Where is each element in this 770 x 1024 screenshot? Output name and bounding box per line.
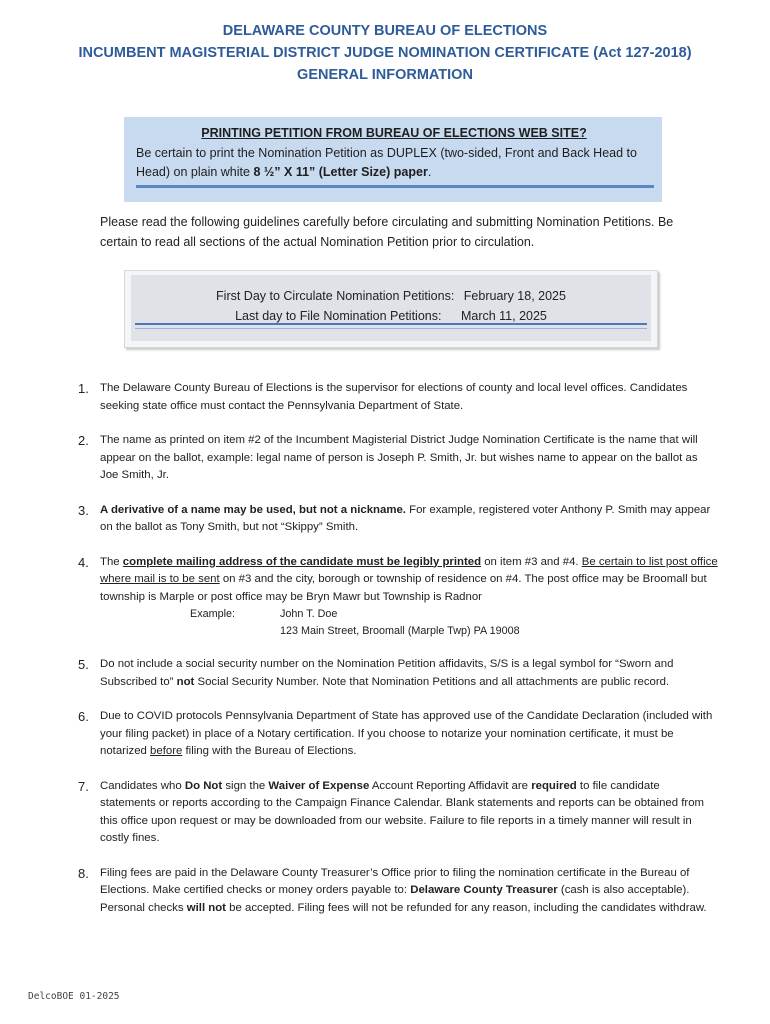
header-agency: DELAWARE COUNTY BUREAU OF ELECTIONS [222, 23, 548, 39]
footer-form-id: DelcoBOE 01-2025 [28, 991, 120, 1002]
list-item: 7. Candidates who Do Not sign the Waiver of Expense Account Reporting Affidavit are required to file candidate statements or reports according to the Campaign Finance Calendar. Blank statements and reports can be obtained from this office upon request or may be downloaded from our website. Failure to file reports in a timely manner will result in costly fines. [78, 778, 705, 844]
guidelines-list [78, 380, 718, 917]
printing-notice-box [124, 117, 662, 202]
list-item: 1. The Delaware County Bureau of Elections is the supervisor for elections of county and local level offices. Candidates seeking state office must contact the Pennsylvania Department of State. [78, 381, 688, 412]
notice-divider [136, 185, 654, 188]
first-day-row [131, 287, 651, 307]
dates-divider [135, 323, 647, 329]
intro-paragraph: Please read the following guidelines carefully before circulating and submitting Nomination Petitions. Be certain to read all sections of the actual Nomination Petition prior to circulation. [100, 215, 674, 249]
last-day-label: Last day to File Nomination Petitions: [235, 308, 442, 323]
list-item: 2. The name as printed on item #2 of the Incumbent Magisterial District Judge Nomination Certificate is the name that will appear on the ballot, example: legal name of person is Joseph P. Smith, Jr. but wishes name to appear on the ballot as Joe Smith, Jr. [78, 433, 698, 481]
list-item: 4. The complete mailing address of the candidate must be legibly printed on item #3 and #4. Be certain to list post office where mail is to be sent on #3 and the city, borough or township of residence on #4. The post office may be Broomall but township is Marple or post office may be Bryn Mawr but Township is Radnor Example: John T. Doe 123 Main Street, Broomall (Marple Twp) PA 19008 [78, 554, 718, 641]
list-item: 6. Due to COVID protocols Pennsylvania Department of State has approved use of the Candidate Declaration (included with your filing packet) in place of a Notary certification. If you choose to notarize your nomination certificate, it must be notarized before filing with the Bureau of Elections. [78, 709, 713, 757]
dates-box [124, 270, 658, 348]
printing-notice-text: Be certain to print the Nomination Petition as DUPLEX (two-sided, Front and Back Head to Head) on plain white 8 ½” X 11” (Letter Size) paper. [136, 145, 637, 179]
list-item: 8. Filing fees are paid in the Delaware County Treasurer’s Office prior to filing the nomination certificate in the Bureau of Elections. Make certified checks or money orders payable to: Delaware County Treasurer (cash is also acceptable). Personal checks will not be accepted. Filing fees will not be refunded for any reason, including the candidates withdraw. [78, 865, 707, 914]
paper-size: 8 ½” X 11” (Letter Size) paper [253, 165, 428, 179]
last-day-value: March 11, 2025 [460, 308, 547, 323]
printing-notice-title: PRINTING PETITION FROM BUREAU OF ELECTIONS WEB SITE? [201, 126, 587, 140]
address-example [100, 606, 718, 640]
list-item: 3. A derivative of a name may be used, but not a nickname. For example, registered voter Anthony P. Smith may appear on the ballot as Tony Smith, but not “Skippy” Smith. [78, 502, 711, 533]
header-section-title: GENERAL INFORMATION [297, 67, 473, 83]
list-item: 5. Do not include a social security number on the Nomination Petition affidavits, S/S is a legal symbol for “Sworn and Subscribed to” not Social Security Number. Note that Nomination Petitions and all attachments are public record. [78, 657, 674, 688]
first-day-value: February 18, 2025 [463, 289, 566, 303]
first-day-label: First Day to Circulate Nomination Petitions: [216, 289, 455, 303]
example-label: Example: [190, 608, 236, 620]
example-address: 123 Main Street, Broomall (Marple Twp) PA 19008 [280, 625, 520, 637]
header-certificate-title: INCUMBENT MAGISTERIAL DISTRICT JUDGE NOMINATION CERTIFICATE (Act 127-2018) [78, 45, 692, 61]
document-header [0, 20, 770, 86]
example-name: John T. Doe [280, 608, 338, 620]
